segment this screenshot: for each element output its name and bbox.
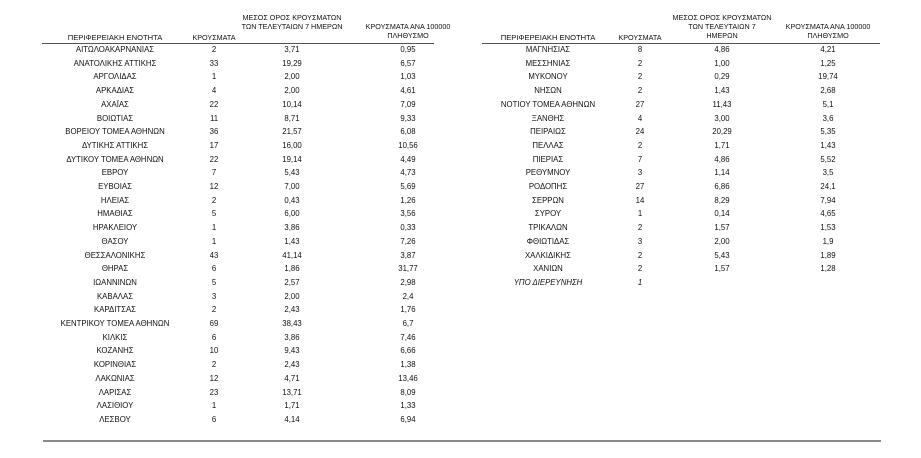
- cell-cases: 1: [637, 277, 643, 287]
- cell-region: ΗΡΑΚΛΕΙΟΥ: [92, 223, 138, 233]
- cell-region: ΥΠΟ ΔΙΕΡΕΥΝΗΣΗ: [513, 277, 583, 287]
- right-header-avg: ΜΕΣΟΣ ΟΡΟΣ ΚΡΟΥΣΜΑΤΩΝ ΤΩΝ ΤΕΛΕΥΤΑΙΩΝ 7 ΗΜΕΡΩΝ: [672, 13, 772, 40]
- cell-region: ΡΕΘΥΜΝΟΥ: [525, 168, 571, 178]
- cell-per100k: 1,28: [820, 264, 836, 274]
- cell-avg: 3,71: [284, 45, 300, 54]
- cell-avg: 4,14: [284, 414, 300, 424]
- cell-per100k: 1,43: [820, 140, 836, 150]
- left-header-region: ΠΕΡΙΦΕΡΕΙΑΚΗ ΕΝΟΤΗΤΑ: [67, 33, 163, 42]
- cell-per100k: 7,46: [400, 332, 416, 342]
- cell-per100k: 5,1: [822, 99, 834, 109]
- cell-avg: 13,71: [282, 387, 302, 397]
- right-table-row: [0, 153, 921, 167]
- cell-region: ΗΜΑΘΙΑΣ: [97, 209, 133, 219]
- cell-per100k: 5,35: [820, 127, 836, 137]
- right-table-row: [0, 262, 921, 276]
- cell-region: ΠΙΕΡΙΑΣ: [532, 154, 564, 164]
- right-header-region: ΠΕΡΙΦΕΡΕΙΑΚΗ ΕΝΟΤΗΤΑ: [500, 33, 596, 42]
- cell-avg: 2,43: [284, 360, 300, 370]
- cell-per100k: 6,7: [402, 319, 414, 328]
- cell-cases: 2: [211, 45, 217, 54]
- cell-per100k: 4,65: [820, 209, 836, 219]
- cell-region: ΤΡΙΚΑΛΩΝ: [528, 223, 568, 233]
- right-table-row: [0, 276, 921, 290]
- cell-cases: 14: [635, 195, 645, 205]
- cell-avg: 5,43: [714, 250, 730, 260]
- right-table-row: [0, 221, 921, 235]
- cell-avg: 21,57: [282, 127, 302, 137]
- bottom-rule: [43, 440, 881, 442]
- cell-cases: 5: [211, 209, 217, 219]
- cell-avg: 9,43: [284, 346, 300, 356]
- cell-region: ΒΟΡΕΙΟΥ ΤΟΜΕΑ ΑΘΗΝΩΝ: [65, 127, 165, 137]
- cell-cases: 2: [637, 72, 643, 82]
- cell-cases: 23: [209, 387, 219, 397]
- cell-per100k: 2,4: [402, 291, 414, 301]
- cell-avg: 2,00: [284, 72, 300, 82]
- cell-avg: 2,00: [284, 291, 300, 301]
- cell-per100k: 2,68: [820, 86, 836, 96]
- cell-per100k: 1,9: [822, 236, 834, 246]
- cell-cases: 7: [637, 154, 643, 164]
- cell-region: ΚΟΡΙΝΘΙΑΣ: [93, 360, 137, 370]
- cell-cases: 22: [209, 99, 219, 109]
- cell-per100k: 19,74: [818, 72, 838, 82]
- right-table-row: [0, 98, 921, 112]
- cell-per100k: 0,33: [400, 223, 416, 233]
- cell-cases: 1: [211, 72, 217, 82]
- cell-cases: 33: [209, 58, 219, 68]
- cell-cases: 7: [211, 168, 217, 178]
- right-table-row: [0, 235, 921, 249]
- right-table-row: [0, 139, 921, 153]
- right-table-row: [0, 57, 921, 71]
- cell-per100k: 3,6: [822, 113, 834, 123]
- right-table-row: [0, 249, 921, 263]
- cell-per100k: 6,94: [400, 414, 416, 424]
- right-header-per100k: ΚΡΟΥΣΜΑΤΑ ΑΝΑ 100000 ΠΛΗΘΥΣΜΟ: [785, 22, 871, 40]
- cell-avg: 3,00: [714, 113, 730, 123]
- cell-region: ΜΑΓΝΗΣΙΑΣ: [525, 45, 571, 54]
- cell-region: ΑΝΑΤΟΛΙΚΗΣ ΑΤΤΙΚΗΣ: [73, 58, 157, 68]
- cell-avg: 8,71: [284, 113, 300, 123]
- cell-avg: 2,00: [714, 236, 730, 246]
- cell-cases: 11: [209, 113, 219, 123]
- cell-cases: 2: [637, 250, 643, 260]
- cell-per100k: 10,56: [398, 140, 418, 150]
- cell-avg: 1,57: [714, 264, 730, 274]
- cell-per100k: 4,21: [820, 45, 836, 54]
- cell-per100k: 1,25: [820, 58, 836, 68]
- right-table-row: [0, 180, 921, 194]
- cell-per100k: 3,87: [400, 250, 416, 260]
- cell-region: ΑΙΤΩΛΟΑΚΑΡΝΑΝΙΑΣ: [75, 45, 155, 54]
- right-table-row: [0, 112, 921, 126]
- cell-region: ΦΘΙΩΤΙΔΑΣ: [526, 236, 570, 246]
- cell-per100k: 2,98: [400, 277, 416, 287]
- cell-region: ΕΥΒΟΙΑΣ: [98, 182, 132, 191]
- cell-avg: 19,14: [282, 154, 302, 164]
- cell-cases: 12: [209, 373, 219, 383]
- cell-per100k: 5,69: [400, 182, 416, 191]
- left-header-cases: ΚΡΟΥΣΜΑΤΑ: [192, 33, 236, 42]
- cell-region: ΘΗΡΑΣ: [101, 264, 129, 274]
- cell-per100k: 7,26: [400, 236, 416, 246]
- cell-region: ΑΡΚΑΔΙΑΣ: [95, 86, 135, 96]
- cell-region: ΛΕΣΒΟΥ: [99, 414, 131, 424]
- cell-region: ΛΑΚΩΝΙΑΣ: [95, 373, 135, 383]
- cell-per100k: 4,61: [400, 86, 416, 96]
- cell-per100k: 1,53: [820, 223, 836, 233]
- cell-avg: 10,14: [282, 99, 302, 109]
- cell-cases: 6: [211, 332, 217, 342]
- cell-avg: 3,86: [284, 332, 300, 342]
- cell-avg: 20,29: [712, 127, 732, 137]
- cell-per100k: 24,1: [820, 182, 836, 191]
- cell-region: ΞΑΝΘΗΣ: [531, 113, 565, 123]
- cell-avg: 1,71: [714, 140, 730, 150]
- cell-region: ΛΑΣΙΘΙΟΥ: [96, 401, 134, 411]
- cell-region: ΣΕΡΡΩΝ: [532, 195, 564, 205]
- cell-per100k: 6,08: [400, 127, 416, 137]
- right-table-row: [0, 70, 921, 84]
- cell-cases: 4: [637, 113, 643, 123]
- cell-cases: 6: [211, 264, 217, 274]
- cell-per100k: 3,56: [400, 209, 416, 219]
- cell-region: ΗΛΕΙΑΣ: [100, 195, 130, 205]
- cell-region: ΚΟΖΑΝΗΣ: [96, 346, 134, 356]
- cell-region: ΑΡΓΟΛΙΔΑΣ: [93, 72, 137, 82]
- cell-per100k: 1,03: [400, 72, 416, 82]
- cell-region: ΒΟΙΩΤΙΑΣ: [96, 113, 134, 123]
- cell-cases: 2: [211, 360, 217, 370]
- cell-region: ΠΕΙΡΑΙΩΣ: [530, 127, 566, 137]
- cell-avg: 0,14: [714, 209, 730, 219]
- cell-avg: 6,00: [284, 209, 300, 219]
- cell-region: ΡΟΔΟΠΗΣ: [528, 182, 568, 191]
- cell-region: ΚΙΛΚΙΣ: [102, 332, 128, 342]
- cell-cases: 1: [211, 236, 217, 246]
- right-table-row: [0, 84, 921, 98]
- cell-avg: 1,00: [714, 58, 730, 68]
- cell-region: ΣΥΡΟΥ: [534, 209, 562, 219]
- cell-cases: 5: [211, 277, 217, 287]
- cell-avg: 1,71: [284, 401, 300, 411]
- cell-avg: 7,00: [284, 182, 300, 191]
- cell-avg: 2,57: [284, 277, 300, 287]
- cell-cases: 2: [637, 223, 643, 233]
- cell-region: ΜΕΣΣΗΝΙΑΣ: [525, 58, 571, 68]
- right-table-row: [0, 125, 921, 139]
- cell-cases: 24: [635, 127, 645, 137]
- cell-per100k: 7,09: [400, 99, 416, 109]
- cell-per100k: 1,26: [400, 195, 416, 205]
- cell-avg: 4,86: [714, 45, 730, 54]
- cell-cases: 17: [209, 140, 219, 150]
- cell-region: ΠΕΛΛΑΣ: [532, 140, 564, 150]
- cell-avg: 1,86: [284, 264, 300, 274]
- cell-region: ΛΑΡΙΣΑΣ: [98, 387, 132, 397]
- cell-per100k: 1,76: [400, 305, 416, 315]
- cell-per100k: 1,89: [820, 250, 836, 260]
- cell-cases: 1: [211, 401, 217, 411]
- cell-avg: 1,43: [714, 86, 730, 96]
- cell-avg: 1,57: [714, 223, 730, 233]
- cell-per100k: 4,49: [400, 154, 416, 164]
- cell-avg: 4,86: [714, 154, 730, 164]
- cell-cases: 2: [637, 86, 643, 96]
- cell-avg: 0,29: [714, 72, 730, 82]
- cell-avg: 38,43: [282, 319, 302, 328]
- cell-avg: 41,14: [282, 250, 302, 260]
- right-table-row: [0, 166, 921, 180]
- cell-region: ΔΥΤΙΚΗΣ ΑΤΤΙΚΗΣ: [81, 140, 149, 150]
- cell-avg: 1,43: [284, 236, 300, 246]
- cell-per100k: 7,94: [820, 195, 836, 205]
- right-header-cases: ΚΡΟΥΣΜΑΤΑ: [618, 33, 662, 42]
- cell-avg: 4,71: [284, 373, 300, 383]
- cell-cases: 10: [209, 346, 219, 356]
- left-header-avg: ΜΕΣΟΣ ΟΡΟΣ ΚΡΟΥΣΜΑΤΩΝ ΤΩΝ ΤΕΛΕΥΤΑΙΩΝ 7 ΗΜΕΡΩΝ: [241, 13, 343, 31]
- cell-cases: 69: [209, 319, 219, 328]
- cell-region: ΚΑΡΔΙΤΣΑΣ: [94, 305, 136, 315]
- cell-cases: 8: [637, 45, 643, 54]
- cell-cases: 1: [211, 223, 217, 233]
- cell-region: ΧΑΛΚΙΔΙΚΗΣ: [524, 250, 571, 260]
- left-header-per100k: ΚΡΟΥΣΜΑΤΑ ΑΝΑ 100000 ΠΛΗΘΥΣΜΟ: [365, 22, 451, 40]
- cell-cases: 4: [211, 86, 217, 96]
- cell-per100k: 1,38: [400, 360, 416, 370]
- cell-avg: 19,29: [282, 58, 302, 68]
- cell-cases: 43: [209, 250, 219, 260]
- cell-cases: 2: [211, 195, 217, 205]
- cell-region: ΝΟΤΙΟΥ ΤΟΜΕΑ ΑΘΗΝΩΝ: [500, 99, 596, 109]
- cell-region: ΝΗΣΩΝ: [534, 86, 562, 96]
- cell-per100k: 31,77: [398, 264, 418, 274]
- cell-avg: 3,86: [284, 223, 300, 233]
- cell-per100k: 13,46: [398, 373, 418, 383]
- cell-region: ΜΥΚΟΝΟΥ: [528, 72, 568, 82]
- cell-per100k: 6,57: [400, 58, 416, 68]
- cell-avg: 2,00: [284, 86, 300, 96]
- cell-region: ΕΒΡΟΥ: [101, 168, 129, 178]
- cell-cases: 6: [211, 414, 217, 424]
- cell-per100k: 5,52: [820, 154, 836, 164]
- cell-avg: 11,43: [712, 99, 732, 109]
- cell-region: ΚΕΝΤΡΙΚΟΥ ΤΟΜΕΑ ΑΘΗΝΩΝ: [60, 319, 170, 328]
- right-table-row: [0, 194, 921, 208]
- cell-per100k: 4,73: [400, 168, 416, 178]
- cell-cases: 3: [637, 236, 643, 246]
- cell-cases: 27: [635, 182, 645, 191]
- cell-cases: 27: [635, 99, 645, 109]
- cell-cases: 2: [637, 58, 643, 68]
- cell-region: ΘΕΣΣΑΛΟΝΙΚΗΣ: [84, 250, 146, 260]
- cell-per100k: 6,66: [400, 346, 416, 356]
- cell-cases: 1: [637, 209, 643, 219]
- cell-avg: 6,86: [714, 182, 730, 191]
- cell-per100k: 3,5: [822, 168, 834, 178]
- cell-per100k: 9,33: [400, 113, 416, 123]
- cell-cases: 36: [209, 127, 219, 137]
- right-table-row: [0, 43, 921, 57]
- cell-cases: 2: [637, 264, 643, 274]
- cell-per100k: 8,09: [400, 387, 416, 397]
- cell-avg: 1,14: [714, 168, 730, 178]
- cell-cases: 2: [637, 140, 643, 150]
- cell-cases: 3: [637, 168, 643, 178]
- cell-cases: 12: [209, 182, 219, 191]
- cell-avg: 5,43: [284, 168, 300, 178]
- cell-cases: 22: [209, 154, 219, 164]
- cell-region: ΘΑΣΟΥ: [101, 236, 129, 246]
- cell-region: ΧΑΝΙΩΝ: [533, 264, 563, 274]
- cell-cases: 2: [211, 305, 217, 315]
- cell-avg: 8,29: [714, 195, 730, 205]
- right-table-row: [0, 207, 921, 221]
- cell-region: ΙΩΑΝΝΙΝΩΝ: [93, 277, 137, 287]
- cell-avg: 16,00: [282, 140, 302, 150]
- cell-avg: 0,43: [284, 195, 300, 205]
- cell-avg: 2,43: [284, 305, 300, 315]
- cell-cases: 3: [211, 291, 217, 301]
- cell-region: ΑΧΑΪΑΣ: [101, 99, 129, 109]
- cell-region: ΔΥΤΙΚΟΥ ΤΟΜΕΑ ΑΘΗΝΩΝ: [66, 154, 164, 164]
- cell-per100k: 1,33: [400, 401, 416, 411]
- cell-per100k: 0,95: [400, 45, 416, 54]
- cell-region: ΚΑΒΑΛΑΣ: [96, 291, 134, 301]
